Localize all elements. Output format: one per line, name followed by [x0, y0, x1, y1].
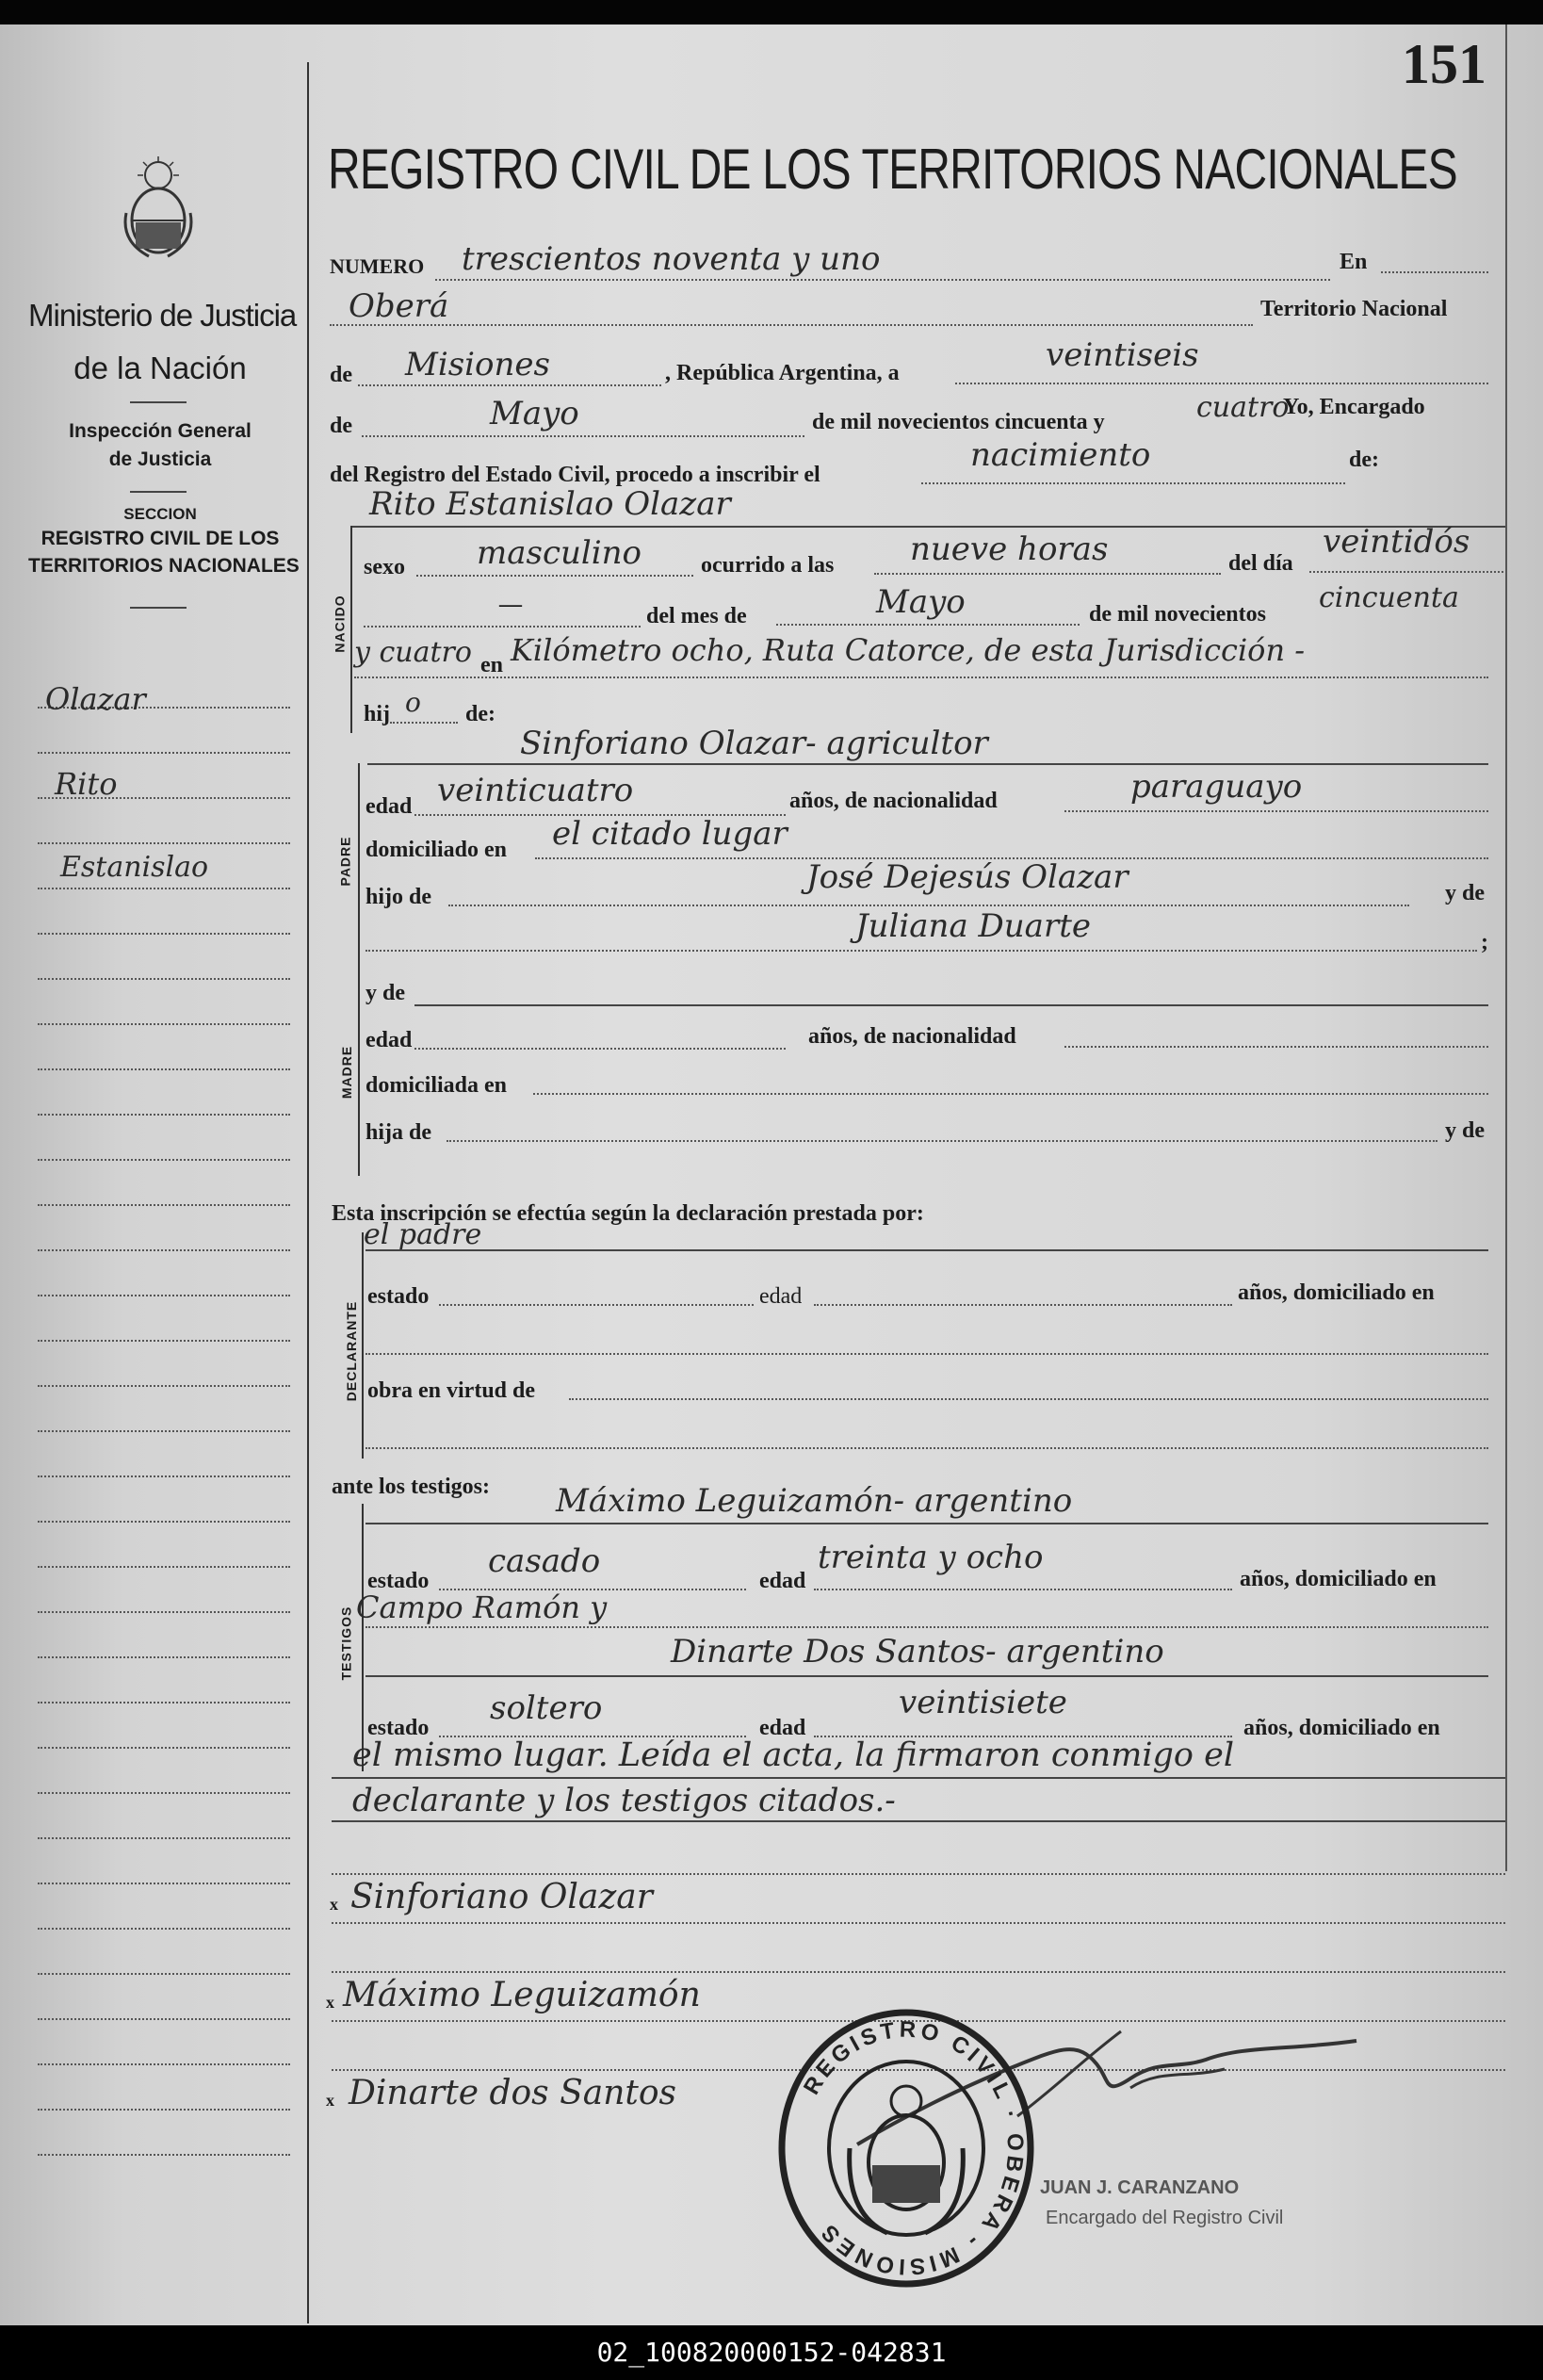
birth-place: Kilómetro ocho, Ruta Catorce, de esta Jurisdicción - — [511, 632, 1306, 668]
declarante-side-label: DECLARANTE — [344, 1300, 360, 1402]
place-value: Oberá — [349, 287, 449, 325]
mother-domiciliada-label: domiciliada en — [365, 1073, 508, 1098]
page-title: REGISTRO CIVIL DE LOS TERRITORIOS NACIONALES — [328, 138, 1457, 201]
sidebar-ruled-line — [38, 1928, 290, 1930]
top-scan-border — [0, 0, 1543, 24]
sig-3-mark: x — [326, 2091, 334, 2110]
registration-month: Mayo — [490, 395, 579, 432]
page-number: 151 — [1402, 33, 1486, 95]
father-nationality: paraguayo — [1130, 768, 1303, 806]
del-mes-label: del mes de — [646, 604, 747, 628]
father-anos-label: años, de nacionalidad — [789, 789, 998, 813]
witness-2: Dinarte Dos Santos- argentino — [671, 1633, 1164, 1671]
section-name-line2: TERRITORIOS NACIONALES — [28, 555, 300, 577]
child-name: Rito Estanislao Olazar — [369, 485, 731, 523]
province-line — [358, 384, 661, 386]
witness-2-age: veintisiete — [899, 1684, 1067, 1721]
de-colon: de: — [1349, 448, 1379, 472]
sidebar-ruled-line — [38, 1204, 290, 1206]
witness-2-estado: soltero — [490, 1689, 603, 1727]
sidebar-rule-2 — [130, 491, 187, 493]
en-line — [1381, 271, 1488, 273]
sidebar-ruled-line — [38, 2063, 290, 2065]
sidebar-ruled-line — [38, 1475, 290, 1477]
sidebar-ruled-line — [38, 1792, 290, 1794]
numero-line — [435, 279, 1330, 281]
birth-hour: nueve horas — [910, 530, 1109, 568]
en-label: En — [1340, 250, 1368, 274]
sidebar-first-name: Rito — [55, 766, 118, 802]
paternal-grandfather: José Dejesús Olazar — [806, 858, 1129, 896]
mother-edad-line — [414, 1048, 786, 1050]
sidebar-ruled-line — [38, 933, 290, 935]
closing-line-1-rule — [332, 1777, 1505, 1779]
obra-line-2 — [365, 1447, 1488, 1449]
signature-2: Máximo Leguizamón — [343, 1976, 701, 2014]
sidebar-ruled-line — [38, 888, 290, 889]
witness-1: Máximo Leguizamón- argentino — [556, 1482, 1073, 1520]
obra-line — [569, 1398, 1488, 1400]
inspection-line2: de Justicia — [108, 448, 212, 470]
sidebar-ruled-line — [38, 1385, 290, 1387]
sig-1-mark: x — [330, 1895, 338, 1914]
coat-of-arms-icon — [121, 156, 196, 260]
de-label: de — [330, 363, 352, 387]
declarant-estado-line — [439, 1304, 754, 1306]
birth-place-line — [354, 677, 1488, 678]
witness-2-line — [365, 1675, 1488, 1677]
nacido-bracket — [350, 526, 352, 733]
birth-month: Mayo — [876, 583, 966, 621]
officer-name: JUAN J. CARANZANO — [1040, 2177, 1240, 2198]
father-domiciliado-label: domiciliado en — [365, 838, 508, 862]
mother-hija-de-label: hija de — [365, 1120, 432, 1145]
father-nationality-line — [1064, 810, 1488, 812]
hij-line — [390, 722, 458, 724]
signature-1: Sinforiano Olazar — [350, 1878, 653, 1916]
testigos-bracket — [362, 1504, 364, 1771]
birth-day-line — [1309, 571, 1503, 573]
sidebar-ruled-line — [38, 1430, 290, 1432]
witness-1-edad-label: edad — [759, 1569, 806, 1593]
testigos-intro: ante los testigos: — [332, 1475, 490, 1499]
father-edad-label: edad — [365, 794, 413, 819]
sidebar-ruled-line — [38, 1159, 290, 1161]
sidebar-ruled-line — [38, 1114, 290, 1116]
province-value: Misiones — [405, 346, 550, 383]
mother-name-line — [414, 1004, 1488, 1006]
sidebar-divider — [307, 62, 309, 2323]
declarant-line — [365, 1249, 1488, 1251]
hour-line — [874, 573, 1221, 575]
obra-label: obra en virtud de — [367, 1378, 536, 1403]
mother-y-de-label: y de — [365, 981, 405, 1005]
witness-1-estado: casado — [488, 1542, 601, 1580]
closing-line-1: el mismo lugar. Leída el acta, la firmaron conmigo el — [352, 1736, 1235, 1774]
year-suffix: cuatro — [1196, 391, 1290, 424]
sexo-value: masculino — [477, 534, 642, 572]
mother-parents-line — [447, 1140, 1437, 1142]
witness-2-anos-label: años, domiciliado en — [1243, 1716, 1440, 1740]
mother-nationality-line — [1064, 1046, 1488, 1048]
mil-label: de mil novecientos cincuenta y — [812, 410, 1105, 434]
hij-suffix: o — [405, 687, 421, 718]
right-edge-line — [1505, 24, 1507, 1871]
witness-2-edad-label: edad — [759, 1716, 806, 1740]
declarant-domicilio-line — [365, 1353, 1488, 1355]
numero-value: trescientos noventa y uno — [462, 240, 881, 278]
de-label-2: de — [330, 414, 352, 438]
register-page — [0, 24, 1543, 2325]
padre-side-label: PADRE — [337, 836, 353, 887]
sidebar-ruled-line — [38, 1068, 290, 1070]
sexo-line — [416, 575, 693, 577]
birth-day-cont-line — [364, 626, 641, 628]
sidebar-ruled-line — [38, 752, 290, 754]
father-name-line — [367, 763, 1488, 765]
act-type-line — [921, 482, 1345, 484]
sidebar-ruled-line — [38, 2018, 290, 2020]
birth-month-line — [776, 624, 1080, 626]
ministry-line2: de la Nación — [73, 350, 247, 385]
father-age: veinticuatro — [437, 772, 634, 809]
sidebar-ruled-line — [38, 1249, 290, 1251]
del-dia-label: del día — [1228, 551, 1293, 576]
official-seal-icon — [774, 2007, 1038, 2290]
sidebar-ruled-line — [38, 1295, 290, 1296]
mil-label-2: de mil novecientos — [1089, 602, 1266, 627]
grandfather-line — [448, 905, 1409, 906]
madre-bracket — [358, 969, 360, 1176]
sidebar-ruled-line — [38, 1702, 290, 1703]
father-semicolon: ; — [1481, 930, 1488, 954]
sidebar-ruled-line — [38, 1747, 290, 1749]
witness-2-estado-label: estado — [367, 1716, 430, 1740]
testigos-side-label: TESTIGOS — [338, 1606, 354, 1681]
birth-year-a: cincuenta — [1319, 581, 1459, 614]
sig-ruled-2 — [332, 1922, 1505, 1924]
declarant-anos-label: años, domiciliado en — [1238, 1280, 1435, 1305]
mother-y-de-label-2: y de — [1445, 1118, 1485, 1143]
padre-bracket — [358, 763, 360, 969]
hij-de: de: — [465, 702, 495, 726]
sig-ruled-1 — [332, 1873, 1505, 1875]
ocurrido-label: ocurrido a las — [701, 553, 835, 578]
day-line — [955, 383, 1488, 384]
father-name: Sinforiano Olazar- agricultor — [520, 725, 988, 762]
nacido-side-label: NACIDO — [332, 595, 348, 653]
mother-domicilio-line — [533, 1093, 1488, 1095]
declarante-bracket — [362, 1232, 364, 1459]
father-hijo-de-label: hijo de — [365, 885, 432, 909]
witness-1-domicilio: Campo Ramón y — [356, 1589, 608, 1625]
signature-3: Dinarte dos Santos — [349, 2074, 677, 2112]
sidebar-ruled-line — [38, 1837, 290, 1839]
sidebar-ruled-line — [38, 1566, 290, 1568]
birth-day: veintidós — [1323, 523, 1470, 561]
scan-id-footer: 02_100820000152-042831 — [0, 2325, 1543, 2380]
mother-anos-label: años, de nacionalidad — [808, 1024, 1016, 1049]
witness-1-edad-line — [814, 1589, 1232, 1590]
sidebar-ruled-line — [38, 2154, 290, 2156]
inspection-line1: Inspección General — [69, 420, 252, 442]
sidebar-surname: Olazar — [45, 681, 146, 717]
sidebar-ruled-line — [38, 1340, 290, 1342]
month-line — [362, 435, 804, 437]
sidebar-ruled-line — [38, 1973, 290, 1975]
sidebar-ruled-line — [38, 2109, 290, 2111]
sig-ruled-3 — [332, 1971, 1505, 1973]
ministry-line1: Ministerio de Justicia — [28, 298, 297, 333]
sidebar-ruled-line — [38, 1611, 290, 1613]
territorio-label: Territorio Nacional — [1260, 297, 1448, 321]
sidebar-ruled-line — [38, 842, 290, 844]
sidebar-rule-1 — [130, 401, 187, 403]
grandmother-line — [365, 950, 1477, 952]
father-y-de-label: y de — [1445, 881, 1485, 905]
en-label-2: en — [480, 653, 503, 677]
declarant: el padre — [364, 1218, 482, 1251]
witness-1-line — [365, 1523, 1488, 1524]
declaration-intro: Esta inscripción se efectúa según la declaración prestada por: — [332, 1201, 924, 1226]
registration-day: veintiseis — [1046, 336, 1199, 374]
declarant-edad-line — [814, 1304, 1232, 1306]
birth-dash: — — [499, 593, 522, 617]
yo-label: Yo, Encargado — [1283, 395, 1425, 419]
paternal-grandmother: Juliana Duarte — [855, 907, 1091, 945]
mother-edad-label: edad — [365, 1028, 413, 1052]
officer-title: Encargado del Registro Civil — [1046, 2208, 1284, 2228]
registro-label: del Registro del Estado Civil, procedo a inscribir el — [330, 463, 820, 487]
sidebar-ruled-line — [38, 978, 290, 980]
section-name-line1: REGISTRO CIVIL DE LOS — [41, 528, 280, 549]
act-type: nacimiento — [970, 436, 1151, 474]
witness-1-domicilio-line — [365, 1626, 1488, 1628]
sidebar-rule-3 — [130, 607, 187, 609]
closing-line-2: declarante y los testigos citados.- — [352, 1782, 896, 1819]
place-line — [330, 324, 1253, 326]
sig-2-mark: x — [326, 1993, 334, 2012]
witness-1-estado-label: estado — [367, 1569, 430, 1593]
hij-label: hij — [364, 702, 391, 726]
witness-1-anos-label: años, domiciliado en — [1240, 1567, 1437, 1591]
declarant-edad-label: edad — [759, 1284, 803, 1309]
numero-label: NUMERO — [330, 254, 425, 278]
birth-year-b: y cuatro — [354, 636, 472, 669]
declarant-estado-label: estado — [367, 1284, 430, 1309]
sidebar-ruled-line — [38, 1521, 290, 1523]
madre-side-label: MADRE — [339, 1045, 355, 1100]
father-domicilio: el citado lugar — [552, 815, 788, 853]
closing-line-2-rule — [332, 1820, 1505, 1822]
sidebar-ruled-line — [38, 1656, 290, 1658]
sidebar-ruled-line — [38, 1883, 290, 1884]
sidebar-middle-name: Estanislao — [60, 851, 209, 884]
section-label: SECCION — [123, 505, 197, 523]
republica-label: , República Argentina, a — [665, 361, 900, 385]
witness-1-age: treinta y ocho — [818, 1539, 1044, 1576]
sexo-label: sexo — [364, 555, 405, 579]
sidebar-ruled-line — [38, 1023, 290, 1025]
seal-text: REGISTRO CIVIL · OBERA - MISIONES — [798, 2016, 1029, 2280]
